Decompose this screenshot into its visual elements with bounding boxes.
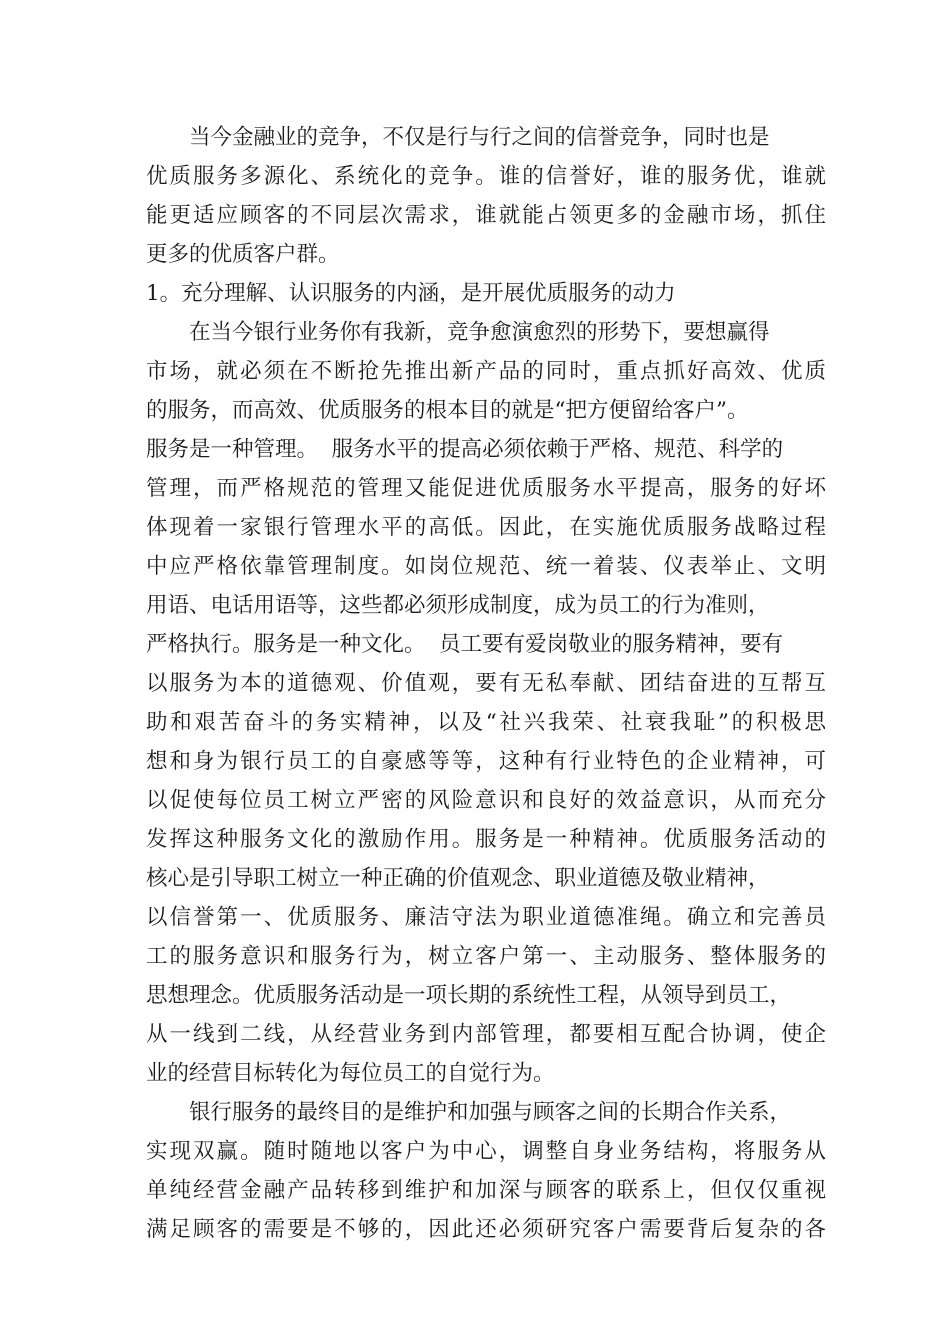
section-heading — [146, 274, 826, 313]
text-line: 思想理念。优质服务活动是一项长期的系统性工程，从领导到员工， — [146, 983, 792, 1008]
text-line: 当今金融业的竞争，不仅是行与行之间的信誉竞争，同时也是 — [189, 125, 770, 150]
text-line: 满足顾客的需要是不够的，因此还必须研究客户需要背后复杂的各 — [146, 1217, 826, 1242]
text-line: 服务是一种管理。 服务水平的提高必须依赖于严格、规范、科学的 — [146, 437, 784, 462]
text-line: 从一线到二线，从经营业务到内部管理，都要相互配合协调，使企 — [146, 1022, 826, 1047]
text-line: 用语、电话用语等，这些都必须形成制度，成为员工的行为准则， — [146, 593, 770, 618]
text-line: 银行服务的最终目的是维护和加强与顾客之间的长期合作关系， — [189, 1100, 792, 1125]
text-line: 以服务为本的道德观、价值观，要有无私奉献、团结奋进的互帮互 — [146, 671, 826, 696]
document-page — [146, 118, 826, 1249]
text-line: 单纯经营金融产品转移到维护和加深与顾客的联系上，但仅仅重视 — [146, 1178, 826, 1203]
heading-line: 1。充分理解、认识服务的内涵，是开展优质服务的动力 — [146, 281, 676, 306]
text-line: 的服务，而高效、优质服务的根本目的就是“把方便留给客户”。 — [146, 398, 749, 423]
text-line: 优质服务多源化、系统化的竞争。谁的信誉好，谁的服务优，谁就 — [146, 164, 826, 189]
text-line: 在当今银行业务你有我新，竞争愈演愈烈的形势下，要想赢得 — [189, 320, 770, 345]
paragraph-service-goal — [146, 1093, 826, 1249]
text-line: 管理，而严格规范的管理又能促进优质服务水平提高，服务的好坏 — [146, 476, 826, 501]
text-line: 想和身为银行员工的自豪感等等，这种有行业特色的企业精神，可 — [146, 749, 826, 774]
text-line: 能更适应顾客的不同层次需求，谁就能占领更多的金融市场，抓住 — [146, 203, 826, 228]
text-line: 体现着一家银行管理水平的高低。因此，在实施优质服务战略过程 — [146, 515, 826, 540]
paragraph-intro — [146, 118, 826, 274]
text-line: 发挥这种服务文化的激励作用。服务是一种精神。优质服务活动的 — [146, 827, 826, 852]
text-line: 严格执行。服务是一种文化。 员工要有爱岗敬业的服务精神，要有 — [146, 632, 784, 657]
text-line: 中应严格依靠管理制度。如岗位规范、统一着装、仪表举止、文明 — [146, 554, 826, 579]
text-line: 业的经营目标转化为每位员工的自觉行为。 — [146, 1061, 555, 1086]
text-line: 实现双赢。随时随地以客户为中心，调整自身业务结构，将服务从 — [146, 1139, 826, 1164]
text-line: 助和艰苦奋斗的务实精神，以及“社兴我荣、社衰我耻”的积极思 — [146, 710, 826, 735]
text-line: 以信誉第一、优质服务、廉洁守法为职业道德准绳。确立和完善员 — [146, 905, 826, 930]
text-line: 更多的优质客户群。 — [146, 242, 340, 267]
text-line: 以促使每位员工树立严密的风险意识和良好的效益意识，从而充分 — [146, 788, 826, 813]
text-line: 市场，就必须在不断抢先推出新产品的同时，重点抓好高效、优质 — [146, 359, 826, 384]
paragraph-service-meaning — [146, 313, 826, 1093]
text-line: 工的服务意识和服务行为，树立客户第一、主动服务、整体服务的 — [146, 944, 826, 969]
text-line: 核心是引导职工树立一种正确的价值观念、职业道德及敬业精神， — [146, 866, 770, 891]
